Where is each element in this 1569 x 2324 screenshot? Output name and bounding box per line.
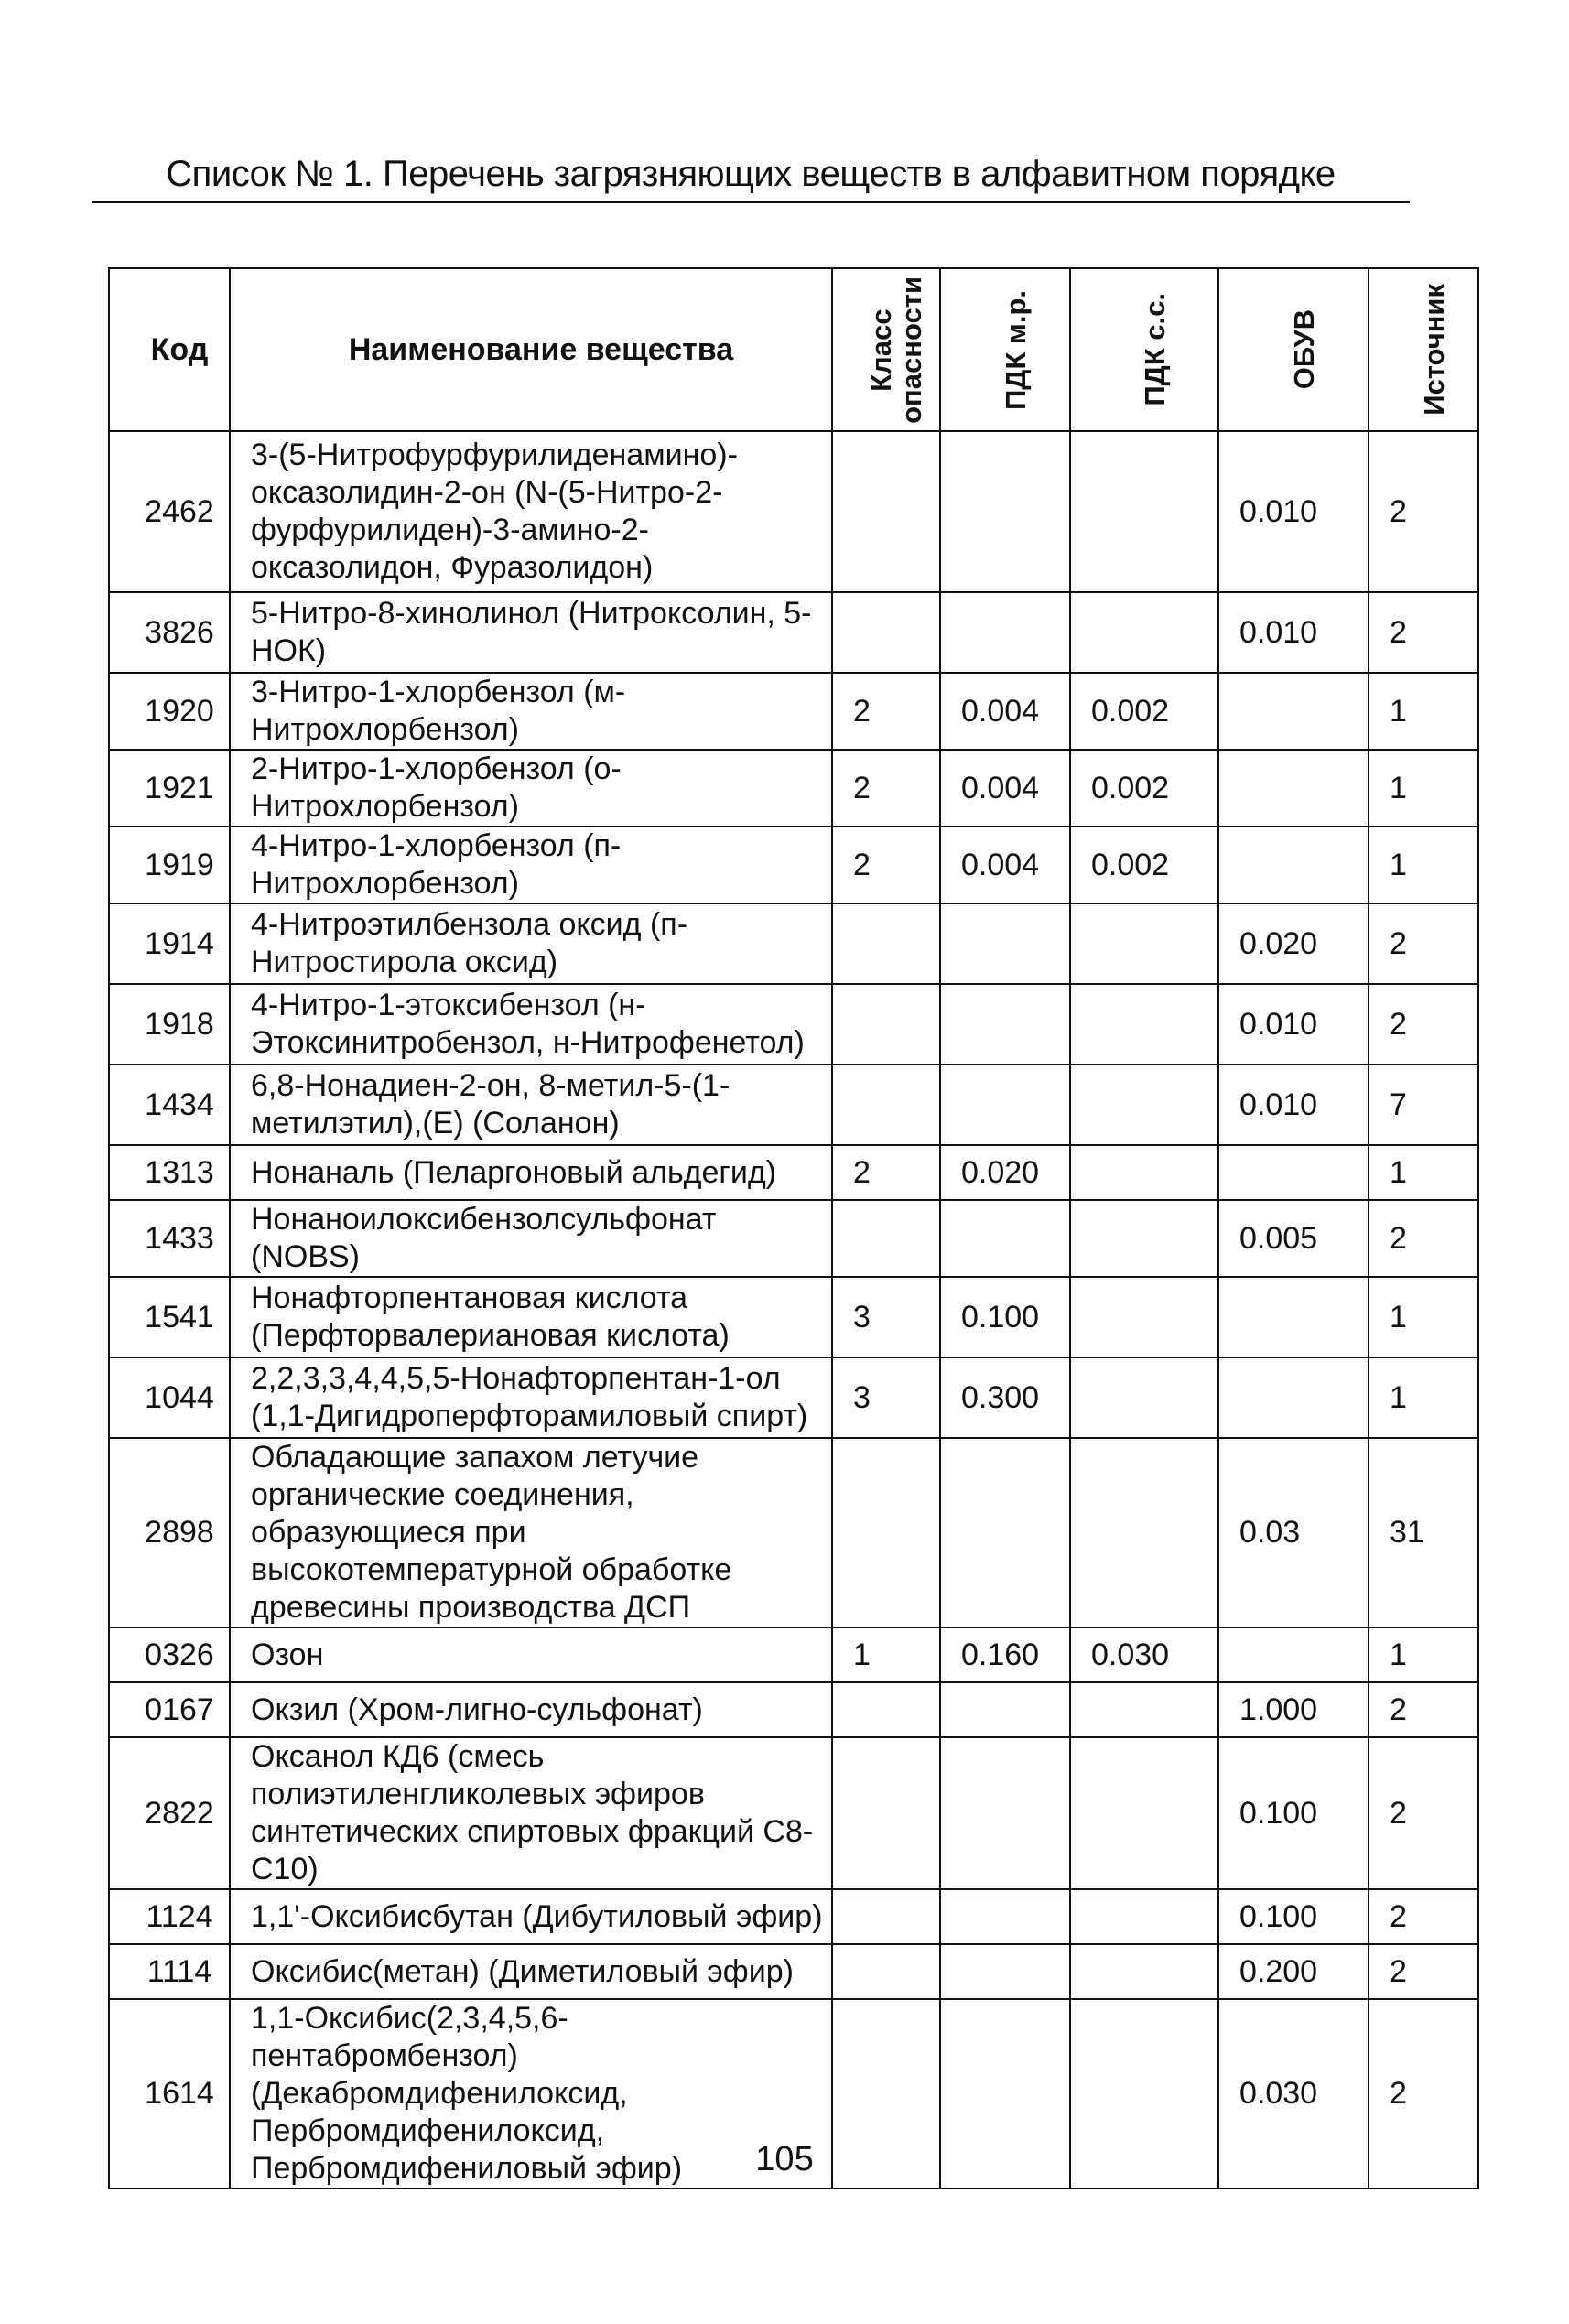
cell-hazard-class (832, 1682, 940, 1737)
cell-pdk-mr: 0.004 (940, 750, 1070, 827)
cell-source: 2 (1369, 1944, 1478, 1999)
cell-obuv (1218, 1627, 1369, 1682)
header-hazard-class-label: Класс опасности (865, 276, 927, 424)
heading-rule (92, 201, 1410, 203)
cell-code: 2462 (109, 431, 230, 592)
cell-pdk-ss (1070, 1889, 1218, 1944)
cell-code: 1313 (109, 1145, 230, 1200)
cell-code: 2898 (109, 1438, 230, 1627)
table-row (109, 827, 1478, 903)
cell-pdk-ss (1070, 1065, 1218, 1145)
header-code: Код (109, 268, 230, 431)
cell-obuv: 1.000 (1218, 1682, 1369, 1737)
header-obuv (1218, 268, 1369, 431)
table-row (109, 431, 1478, 592)
table-row (109, 984, 1478, 1065)
cell-hazard-class (832, 1944, 940, 1999)
cell-source: 2 (1369, 984, 1478, 1065)
cell-pdk-mr: 0.004 (940, 673, 1070, 750)
cell-source: 2 (1369, 1200, 1478, 1277)
cell-name: Обладающие запахом летучие органические соединения, образующиеся при высокотемпературной обработке древесины производства ДСП (230, 1438, 832, 1627)
header-pdk-ss (1070, 268, 1218, 431)
cell-obuv: 0.010 (1218, 984, 1369, 1065)
cell-code: 1614 (109, 1999, 230, 2189)
cell-source: 1 (1369, 827, 1478, 903)
table-row (109, 1737, 1478, 1889)
header-pdk-ss-label: ПДК с.с. (1138, 293, 1171, 406)
table-row (109, 1357, 1478, 1438)
cell-hazard-class: 1 (832, 1627, 940, 1682)
cell-pdk-ss (1070, 903, 1218, 984)
cell-obuv: 0.030 (1218, 1999, 1369, 2189)
cell-hazard-class: 2 (832, 1145, 940, 1200)
cell-pdk-ss: 0.030 (1070, 1627, 1218, 1682)
cell-pdk-ss: 0.002 (1070, 827, 1218, 903)
cell-hazard-class (832, 984, 940, 1065)
cell-source: 31 (1369, 1438, 1478, 1627)
cell-name: 2,2,3,3,4,4,5,5-Нонафторпентан-1-ол (1,1-Дигидроперфторамиловый спирт) (230, 1357, 832, 1438)
cell-pdk-mr (940, 1944, 1070, 1999)
cell-hazard-class (832, 431, 940, 592)
cell-pdk-mr (940, 1682, 1070, 1737)
cell-obuv (1218, 827, 1369, 903)
cell-obuv (1218, 750, 1369, 827)
cell-pdk-mr: 0.300 (940, 1357, 1070, 1438)
table-row (109, 592, 1478, 673)
table-row (109, 673, 1478, 750)
cell-name: Нонаноилоксибензолсульфонат (NOBS) (230, 1200, 832, 1277)
cell-code: 1124 (109, 1889, 230, 1944)
page-heading: Список № 1. Перечень загрязняющих веществ в алфавитном порядке (166, 154, 1336, 194)
cell-name: 4-Нитроэтилбензола оксид (п-Нитростирола оксид) (230, 903, 832, 984)
cell-source: 2 (1369, 592, 1478, 673)
cell-pdk-ss (1070, 1277, 1218, 1357)
table-header-row (109, 268, 1478, 431)
cell-pdk-mr (940, 1065, 1070, 1145)
table-row (109, 1438, 1478, 1627)
cell-hazard-class (832, 1438, 940, 1627)
cell-hazard-class (832, 1889, 940, 1944)
cell-source: 1 (1369, 1145, 1478, 1200)
cell-code: 1114 (109, 1944, 230, 1999)
cell-source: 7 (1369, 1065, 1478, 1145)
header-name: Наименование вещества (230, 268, 832, 431)
cell-pdk-ss (1070, 1200, 1218, 1277)
cell-pdk-ss (1070, 984, 1218, 1065)
cell-obuv: 0.010 (1218, 592, 1369, 673)
cell-source: 2 (1369, 1999, 1478, 2189)
table-row (109, 1065, 1478, 1145)
cell-name: 3-Нитро-1-хлорбензол (м-Нитрохлорбензол) (230, 673, 832, 750)
cell-pdk-mr: 0.004 (940, 827, 1070, 903)
table-row (109, 750, 1478, 827)
header-obuv-label: ОБУВ (1287, 309, 1320, 390)
cell-name: Нонафторпентановая кислота (Перфторвалериановая кислота) (230, 1277, 832, 1357)
cell-obuv (1218, 673, 1369, 750)
cell-code: 0167 (109, 1682, 230, 1737)
cell-source: 1 (1369, 1627, 1478, 1682)
cell-name: Оксанол КД6 (смесь полиэтиленгликолевых эфиров синтетических спиртовых фракций C8-C10) (230, 1737, 832, 1889)
substances-table (108, 267, 1479, 2189)
cell-name: 3-(5-Нитрофурфурилиденамино)-оксазолидин-2-он (N-(5-Нитро-2-фурфурилиден)-3-амино-2-оксазолидон, Фуразолидон) (230, 431, 832, 592)
cell-obuv: 0.020 (1218, 903, 1369, 984)
header-pdk-mr (940, 268, 1070, 431)
cell-source: 2 (1369, 903, 1478, 984)
cell-pdk-mr (940, 903, 1070, 984)
cell-name: 1,1-Оксибис(2,3,4,5,6-пентабромбензол) (Декабромдифенилоксид, Пербромдифенилоксид, Пербромдифениловый эфир) (230, 1999, 832, 2189)
cell-obuv: 0.005 (1218, 1200, 1369, 1277)
cell-obuv (1218, 1357, 1369, 1438)
cell-code: 1921 (109, 750, 230, 827)
cell-name: Нонаналь (Пеларгоновый альдегид) (230, 1145, 832, 1200)
cell-pdk-ss (1070, 1682, 1218, 1737)
cell-name: 2-Нитро-1-хлорбензол (о-Нитрохлорбензол) (230, 750, 832, 827)
cell-source: 1 (1369, 750, 1478, 827)
cell-code: 1918 (109, 984, 230, 1065)
table-row (109, 1277, 1478, 1357)
cell-name: Озон (230, 1627, 832, 1682)
page-number: 105 (755, 2140, 814, 2178)
cell-pdk-mr (940, 1889, 1070, 1944)
cell-obuv: 0.100 (1218, 1737, 1369, 1889)
cell-code: 1433 (109, 1200, 230, 1277)
cell-source: 1 (1369, 1277, 1478, 1357)
cell-pdk-ss (1070, 1944, 1218, 1999)
cell-name: 4-Нитро-1-этоксибензол (н-Этоксинитробензол, н-Нитрофенетол) (230, 984, 832, 1065)
cell-code: 3826 (109, 592, 230, 673)
cell-hazard-class: 2 (832, 750, 940, 827)
cell-hazard-class (832, 1737, 940, 1889)
cell-code: 1541 (109, 1277, 230, 1357)
cell-obuv (1218, 1277, 1369, 1357)
cell-pdk-ss (1070, 1145, 1218, 1200)
cell-name: Окзил (Хром-лигно-сульфонат) (230, 1682, 832, 1737)
table-row (109, 1682, 1478, 1737)
cell-name: 5-Нитро-8-хинолинол (Нитроксолин, 5-НОК) (230, 592, 832, 673)
header-source (1369, 268, 1478, 431)
cell-code: 1434 (109, 1065, 230, 1145)
cell-source: 2 (1369, 431, 1478, 592)
cell-obuv: 0.010 (1218, 431, 1369, 592)
cell-name: Оксибис(метан) (Диметиловый эфир) (230, 1944, 832, 1999)
cell-obuv: 0.100 (1218, 1889, 1369, 1944)
cell-hazard-class (832, 903, 940, 984)
cell-code: 2822 (109, 1737, 230, 1889)
cell-code: 1914 (109, 903, 230, 984)
cell-code: 1044 (109, 1357, 230, 1438)
cell-name: 4-Нитро-1-хлорбензол (п-Нитрохлорбензол) (230, 827, 832, 903)
cell-pdk-mr (940, 592, 1070, 673)
cell-hazard-class: 2 (832, 827, 940, 903)
cell-pdk-mr: 0.020 (940, 1145, 1070, 1200)
cell-hazard-class (832, 1065, 940, 1145)
cell-pdk-mr (940, 1438, 1070, 1627)
cell-hazard-class: 3 (832, 1357, 940, 1438)
cell-obuv: 0.200 (1218, 1944, 1369, 1999)
cell-pdk-mr: 0.100 (940, 1277, 1070, 1357)
cell-pdk-mr (940, 431, 1070, 592)
cell-hazard-class: 3 (832, 1277, 940, 1357)
table-row (109, 1200, 1478, 1277)
cell-code: 1919 (109, 827, 230, 903)
table-row (109, 1627, 1478, 1682)
cell-source: 2 (1369, 1682, 1478, 1737)
cell-pdk-mr (940, 984, 1070, 1065)
cell-code: 0326 (109, 1627, 230, 1682)
cell-pdk-ss (1070, 1438, 1218, 1627)
cell-name: 6,8-Нонадиен-2-он, 8-метил-5-(1-метилэтил),(Е) (Соланон) (230, 1065, 832, 1145)
header-pdk-mr-label: ПДК м.р. (999, 289, 1032, 410)
cell-pdk-ss (1070, 431, 1218, 592)
cell-pdk-mr: 0.160 (940, 1627, 1070, 1682)
header-source-label: Источник (1417, 284, 1450, 416)
table-row (109, 1145, 1478, 1200)
cell-pdk-mr (940, 1200, 1070, 1277)
cell-code: 1920 (109, 673, 230, 750)
cell-hazard-class (832, 592, 940, 673)
cell-source: 1 (1369, 673, 1478, 750)
cell-obuv: 0.010 (1218, 1065, 1369, 1145)
table-row (109, 1944, 1478, 1999)
cell-source: 2 (1369, 1737, 1478, 1889)
cell-obuv: 0.03 (1218, 1438, 1369, 1627)
cell-pdk-ss (1070, 1737, 1218, 1889)
table-row (109, 903, 1478, 984)
cell-source: 2 (1369, 1889, 1478, 1944)
cell-source: 1 (1369, 1357, 1478, 1438)
cell-pdk-mr (940, 1737, 1070, 1889)
cell-name: 1,1'-Оксибисбутан (Дибутиловый эфир) (230, 1889, 832, 1944)
header-hazard-class (832, 268, 940, 431)
table-row (109, 1889, 1478, 1944)
cell-pdk-ss: 0.002 (1070, 673, 1218, 750)
cell-obuv (1218, 1145, 1369, 1200)
cell-hazard-class: 2 (832, 673, 940, 750)
cell-pdk-ss (1070, 1357, 1218, 1438)
cell-pdk-ss: 0.002 (1070, 750, 1218, 827)
cell-hazard-class (832, 1200, 940, 1277)
cell-pdk-ss (1070, 592, 1218, 673)
